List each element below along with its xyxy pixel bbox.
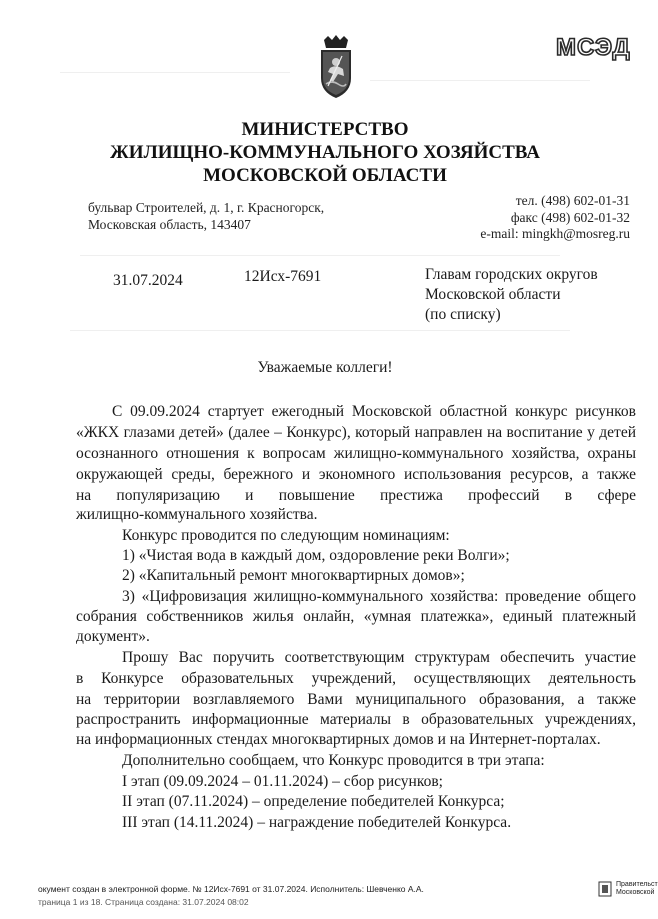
government-label-line: Правительст bbox=[616, 881, 658, 888]
address-line-2: Московская область, 143407 bbox=[88, 217, 251, 232]
coat-of-arms-emblem bbox=[316, 34, 356, 100]
body-line: осознанного отношения к вопросам жилищно-коммунального хозяйства, охраны bbox=[76, 445, 636, 462]
phone-number: тел. (498) 602-01-31 bbox=[515, 193, 630, 208]
body-line: III этап (14.11.2024) – награждение победителей Конкурса. bbox=[122, 814, 512, 831]
body-line: жилищно-коммунального хозяйства. bbox=[76, 506, 318, 523]
document-date: 31.07.2024 bbox=[113, 272, 183, 289]
body-line: на популяризацию и повышение престижа профессий в сфере bbox=[76, 487, 636, 504]
government-label bbox=[616, 881, 658, 897]
scan-artifact bbox=[80, 255, 560, 256]
body-line: II этап (07.11.2024) – определение победителей Конкурса; bbox=[122, 793, 505, 810]
body-line: распространить информационные материалы в образовательных учреждениях, bbox=[76, 711, 636, 728]
scan-artifact bbox=[60, 72, 290, 73]
greeting: Уважаемые коллеги! bbox=[257, 359, 393, 376]
body-line: «ЖКХ глазами детей» (далее – Конкурс), который направлен на воспитание у детей bbox=[76, 424, 636, 441]
recipient-line: Московской области bbox=[425, 286, 561, 303]
address-line-1: бульвар Строителей, д. 1, г. Красногорск, bbox=[88, 200, 325, 215]
ministry-title-line-2: ЖИЛИЩНО-КОММУНАЛЬНОГО ХОЗЯЙСТВА bbox=[110, 142, 540, 163]
body-line: документ». bbox=[76, 628, 150, 645]
body-line: Дополнительно сообщаем, что Конкурс проводится в три этапа: bbox=[122, 752, 545, 769]
body-line: в Конкурсе образовательных учреждений, осуществляющих деятельность bbox=[76, 670, 636, 687]
ministry-title-line-3: МОСКОВСКОЙ ОБЛАСТИ bbox=[203, 165, 447, 186]
body-line: I этап (09.09.2024 – 01.11.2024) – сбор рисунков; bbox=[122, 773, 443, 790]
body-line: собрания собственников жилья онлайн, «умная платежка», единый платежный bbox=[76, 608, 636, 625]
scan-artifact bbox=[370, 80, 590, 81]
body-line: окружающей среды, бережного и экономного использования ресурсов, а также bbox=[76, 466, 636, 483]
body-line: 1) «Чистая вода в каждый дом, оздоровление реки Волги»; bbox=[122, 547, 510, 564]
body-line: 2) «Капитальный ремонт многоквартирных домов»; bbox=[122, 567, 465, 584]
body-line: Конкурс проводится по следующим номинациям: bbox=[122, 527, 450, 544]
ministry-title-line-1: МИНИСТЕРСТВО bbox=[241, 119, 409, 140]
registration-number: 12Исх-7691 bbox=[244, 268, 322, 285]
body-line: на информационных стендах многоквартирных домов и на Интернет-порталах. bbox=[76, 731, 601, 748]
msed-stamp: МСЭД bbox=[556, 34, 631, 61]
body-line: С 09.09.2024 стартует ежегодный Московской областной конкурс рисунков bbox=[112, 403, 636, 420]
footer-electronic-note: окумент создан в электронной форме. № 12Исх-7691 от 31.07.2024. Исполнитель: Шевченко А.А. bbox=[38, 884, 424, 894]
body-line: на территории возглавляемого Вами муниципального образования, а также bbox=[76, 691, 636, 708]
recipient-line: (по списку) bbox=[425, 306, 501, 323]
body-line: 3) «Цифровизация жилищно-коммунального хозяйства: проведение общего bbox=[122, 588, 636, 605]
scan-artifact bbox=[70, 330, 570, 331]
footer-page-info: траница 1 из 18. Страница создана: 31.07.2024 08:02 bbox=[38, 897, 249, 907]
email-address: e-mail: mingkh@mosreg.ru bbox=[480, 226, 630, 241]
government-logo-icon bbox=[598, 881, 612, 897]
recipient-line: Главам городских округов bbox=[425, 266, 598, 283]
government-label-line: Московской bbox=[616, 889, 655, 896]
fax-number: факс (498) 602-01-32 bbox=[510, 210, 630, 225]
body-line: Прошу Вас поручить соответствующим структурам обеспечить участие bbox=[122, 649, 636, 666]
